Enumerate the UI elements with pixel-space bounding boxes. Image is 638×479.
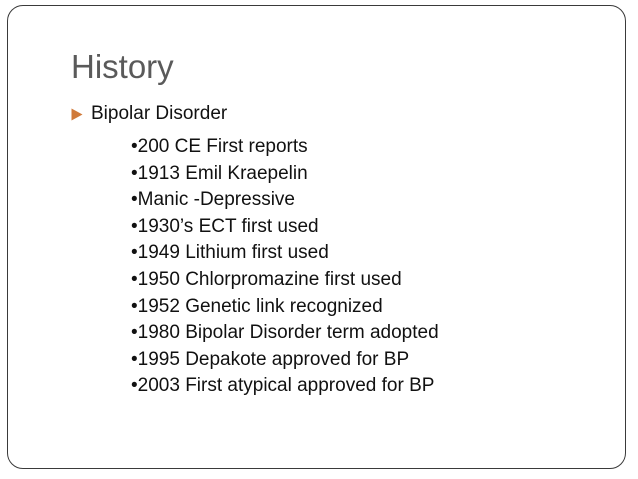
topic-bullet bbox=[71, 103, 227, 125]
timeline-list bbox=[131, 134, 439, 400]
list-item: •1950 Chlorpromazine first used bbox=[131, 268, 402, 290]
list-item: •1930’s ECT first used bbox=[131, 215, 319, 237]
list-item: •1913 Emil Kraepelin bbox=[131, 162, 308, 184]
list-item: •1995 Depakote approved for BP bbox=[131, 348, 410, 370]
list-item: •1980 Bipolar Disorder term adopted bbox=[131, 322, 439, 344]
list-item: •1952 Genetic link recognized bbox=[131, 295, 383, 317]
list-item: •200 CE First reports bbox=[131, 136, 308, 157]
topic-label: Bipolar Disorder bbox=[91, 103, 228, 124]
triangle-bullet-icon bbox=[72, 109, 83, 121]
slide-title: History bbox=[71, 48, 174, 85]
list-item: •1949 Lithium first used bbox=[131, 242, 329, 264]
list-item: •2003 First atypical approved for BP bbox=[131, 375, 435, 397]
list-item: •Manic -Depressive bbox=[131, 189, 295, 211]
